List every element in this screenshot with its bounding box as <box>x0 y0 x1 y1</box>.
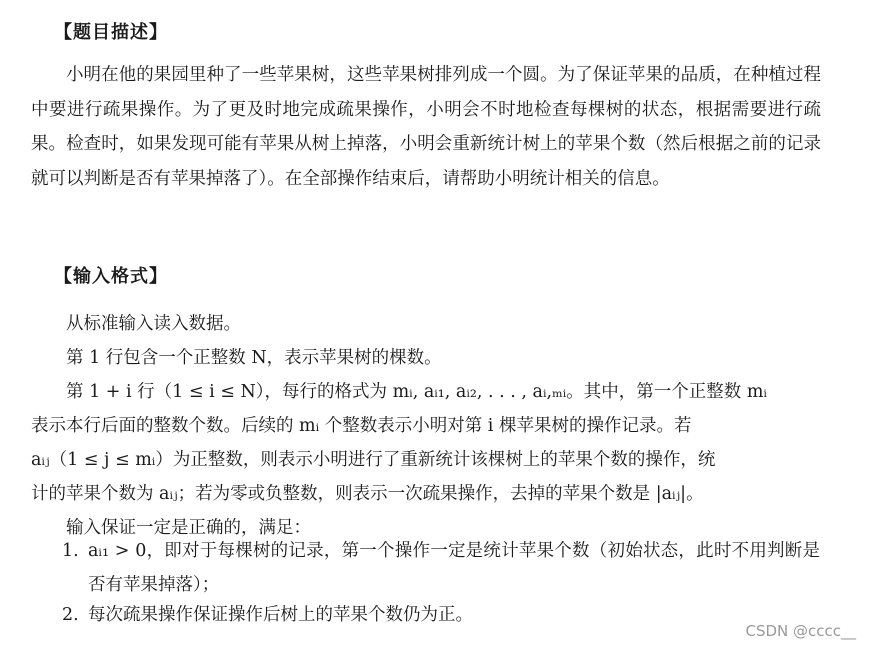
section-heading-input-format: 【输入格式】 <box>54 266 168 287</box>
input-line-1: 从标准输入读入数据。 <box>66 314 241 334</box>
input-line-4: 表示本行后面的整数个数。后续的 mᵢ 个整数表示小明对第 i 棵苹果树的操作记录。若 <box>31 416 692 436</box>
list-number: 2. <box>62 605 79 625</box>
csdn-watermark: CSDN @cccc__ <box>745 622 856 640</box>
description-paragraph: 小明在他的果园里种了一些苹果树，这些苹果树排列成一个圆。为了保证苹果的品质，在种植过程中要进行疏果操作。为了更及时地完成疏果操作，小明会不时地检查每棵树的状态，根据需要进行疏果。检查时，如果发现可能有苹果从树上掉落，小明会重新统计树上的苹果个数（然后根据之前的记录就可以判断是否有苹果掉落了）。在全部操作结束后，请帮助小明统计相关的信息。 <box>31 65 821 189</box>
input-line-5: aᵢⱼ（1 ≤ j ≤ mᵢ）为正整数，则表示小明进行了重新统计该棵树上的苹果个数的操作，统 <box>31 450 716 470</box>
list-text: 每次疏果操作保证操作后树上的苹果个数仍为正。 <box>88 605 473 625</box>
list-text: aᵢ₁ > 0，即对于每棵树的记录，第一个操作一定是统计苹果个数（初始状态，此时不用判断是否有苹果掉落）； <box>88 541 820 595</box>
input-line-7: 输入保证一定是正确的，满足： <box>66 518 311 538</box>
constraint-item-1 <box>62 534 822 604</box>
input-line-6: 计的苹果个数为 aᵢⱼ；若为零或负整数，则表示一次疏果操作，去掉的苹果个数是 |aᵢⱼ|。 <box>31 484 704 504</box>
constraint-item-2 <box>62 598 822 632</box>
list-number: 1. <box>62 541 79 561</box>
input-line-3: 第 1 + i 行（1 ≤ i ≤ N），每行的格式为 mᵢ, aᵢ₁, aᵢ₂, . . . , aᵢ,ₘᵢ。其中，第一个正整数 mᵢ <box>66 382 767 402</box>
input-line-2: 第 1 行包含一个正整数 N，表示苹果树的棵数。 <box>66 348 442 368</box>
section-heading-description: 【题目描述】 <box>54 22 168 43</box>
